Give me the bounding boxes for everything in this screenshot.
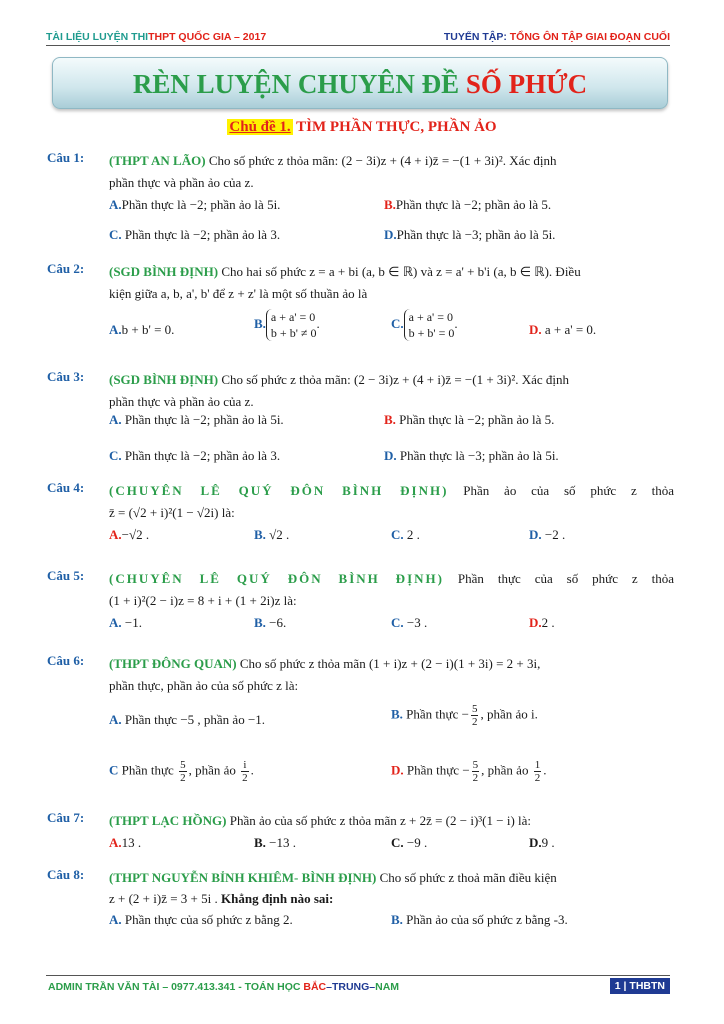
page-header <box>46 31 670 47</box>
question-source: (THPT AN LÃO) <box>109 153 206 168</box>
question-4 <box>47 480 674 552</box>
option-a[interactable]: A. Phần thực −5 , phần ảo −1. <box>109 712 266 727</box>
question-number: Câu 7: <box>47 810 85 825</box>
question-source: (THPT NGUYỄN BỈNH KHIÊM- BÌNH ĐỊNH) <box>109 870 377 885</box>
option-b[interactable]: B.Phần thực là −2; phần ảo là 5. <box>384 197 552 212</box>
footer-rule <box>46 975 670 976</box>
question-text: Cho số phức z thỏa mãn: (2 − 3i)z + (4 + i)z̄ = −(1 + 3i)². Xác định <box>218 372 570 387</box>
option-a[interactable]: A.13 . <box>109 835 142 850</box>
question-text-cont: phần thực và phần ảo của z. <box>109 175 254 190</box>
option-d[interactable]: D.9 . <box>529 835 555 850</box>
option-c[interactable]: C. 2 . <box>391 527 420 542</box>
option-b[interactable]: B. Phần ảo của số phức z bằng -3. <box>391 912 568 927</box>
option-d[interactable]: D. a + a' = 0. <box>529 322 597 337</box>
option-b[interactable]: B. −6. <box>254 615 287 630</box>
question-source: (SGD BÌNH ĐỊNH) <box>109 264 219 279</box>
topic-label: Chủ đề 1. <box>229 119 291 135</box>
question-text-cont: kiện giữa a, b, a', b' để z + z' là một số thuần ảo là <box>109 286 368 301</box>
question-source: (CHUYÊN LÊ QUÝ ĐÔN BÌNH ĐỊNH) <box>109 571 444 586</box>
question-text: Cho số phức z thỏa mãn (1 + i)z + (2 − i)(1 + 3i) = 2 + 3i, <box>236 656 541 671</box>
option-d[interactable]: D.2 . <box>529 615 555 630</box>
option-b[interactable]: B. Phần thực là −2; phần ảo là 5. <box>384 412 555 427</box>
question-text: Cho hai số phức z = a + bi (a, b ∈ ℝ) và z = a' + b'i (a, b ∈ ℝ). Điều <box>218 264 581 279</box>
question-emphasis: Khẳng định nào sai: <box>221 891 334 906</box>
question-source: (THPT ĐÔNG QUAN) <box>109 656 237 671</box>
option-a[interactable]: A.−√2 . <box>109 527 150 542</box>
header-right-a: TUYỂN TẬP: <box>443 31 510 43</box>
question-text-cont: z + (2 + i)z̄ = 3 + 5i . <box>109 891 221 906</box>
question-number: Câu 4: <box>47 480 85 495</box>
page-number: 1 | THBTN <box>610 978 670 994</box>
option-c[interactable]: C. −9 . <box>391 835 428 850</box>
topic-heading <box>0 119 724 136</box>
option-a[interactable]: A. Phần thực là −2; phần ảo là 5i. <box>109 412 284 427</box>
question-1 <box>47 150 674 242</box>
header-rule <box>46 45 670 46</box>
question-2 <box>47 261 674 351</box>
question-source: (CHUYÊN LÊ QUÝ ĐÔN BÌNH ĐỊNH) <box>109 483 449 498</box>
banner-title-part1: RÈN LUYỆN CHUYÊN ĐỀ <box>132 69 466 99</box>
option-d[interactable]: D. −2 . <box>529 527 566 542</box>
option-a[interactable]: A.b + b' = 0. <box>109 322 175 337</box>
question-text: Cho số phức z thỏa mãn: (2 − 3i)z + (4 + i)z̄ = −(1 + 3i)². Xác định <box>205 153 557 168</box>
banner-title-part2: SỐ PHỨC <box>465 69 588 99</box>
title-banner <box>52 57 668 109</box>
question-text-cont: phần thực và phần ảo của z. <box>109 394 254 409</box>
question-number: Câu 5: <box>47 568 85 583</box>
topic-text: TÌM PHẦN THỰC, PHẦN ẢO <box>292 119 497 135</box>
footer-text: ADMIN TRẦN VĂN TÀI – 0977.413.341 - TOÁN HỌC BẮC–TRUNG–NAM <box>48 981 400 993</box>
question-text-cont: z̄ = (√2 + i)²(1 − √2i) là: <box>109 505 235 520</box>
header-right-b: TỔNG ÔN TẬP GIAI ĐOẠN CUỐI <box>509 31 670 43</box>
question-number: Câu 8: <box>47 867 85 882</box>
option-a[interactable]: A. Phần thực của số phức z bằng 2. <box>109 912 293 927</box>
option-b[interactable]: B. Phần thực − $\frac{5}{2}$ , phần ảo i. <box>391 703 538 728</box>
question-text: Phần thực của số phức z thỏa <box>443 571 674 586</box>
header-right <box>444 31 670 43</box>
question-text-cont: (1 + i)²(2 − i)z = 8 + i + (1 + 2i)z là: <box>109 593 297 608</box>
option-a[interactable]: A. −1. <box>109 615 142 630</box>
option-d[interactable]: D. Phần thực − $\frac{5}{2}$ , phần ảo $\frac{1}{2}$ . <box>391 759 547 784</box>
option-b[interactable]: B. √2 . <box>254 527 290 542</box>
option-c[interactable]: C. −3 . <box>391 615 428 630</box>
question-text: Cho số phức z thoả mãn điều kiện <box>376 870 557 885</box>
question-number: Câu 2: <box>47 261 85 276</box>
option-c[interactable]: C. Phần thực là −2; phần ảo là 3. <box>109 448 281 463</box>
option-d[interactable]: D.Phần thực là −3; phần ảo là 5i. <box>384 227 556 242</box>
question-8 <box>47 867 674 937</box>
option-b[interactable]: B. a + a' = 0 b + b' ≠ 0 . <box>254 310 320 340</box>
option-b[interactable]: B. −13 . <box>254 835 297 850</box>
header-left-a: TÀI LIỆU LUYỆN THI <box>46 31 149 43</box>
question-number: Câu 3: <box>47 369 85 384</box>
option-a[interactable]: A.Phần thực là −2; phần ảo là 5i. <box>109 197 281 212</box>
option-c[interactable]: C. a + a' = 0 b + b' = 0 . <box>391 310 458 340</box>
option-c[interactable]: C. Phần thực là −2; phần ảo là 3. <box>109 227 281 242</box>
option-c[interactable]: C Phần thực $\frac{5}{2}$ , phần ảo $\frac{i}{2}$ . <box>109 759 254 784</box>
question-number: Câu 1: <box>47 150 85 165</box>
question-source: (SGD BÌNH ĐỊNH) <box>109 372 219 387</box>
question-number: Câu 6: <box>47 653 85 668</box>
header-left <box>46 31 266 43</box>
question-text: Phần ảo của số phức z thỏa <box>448 483 674 498</box>
option-d[interactable]: D. Phần thực là −3; phần ảo là 5i. <box>384 448 559 463</box>
question-source: (THPT LẠC HỒNG) <box>109 813 227 828</box>
question-text-cont: phần thực, phần ảo của số phức z là: <box>109 678 299 693</box>
question-3 <box>47 369 674 461</box>
question-6 <box>47 653 674 793</box>
header-left-b: THPT QUỐC GIA – 2017 <box>148 31 267 43</box>
page-footer <box>46 975 670 995</box>
question-5 <box>47 568 674 638</box>
question-text: Phần ảo của số phức z thỏa mãn z + 2z̄ = (2 − i)³(1 − i) là: <box>226 813 532 828</box>
question-7 <box>47 810 674 858</box>
